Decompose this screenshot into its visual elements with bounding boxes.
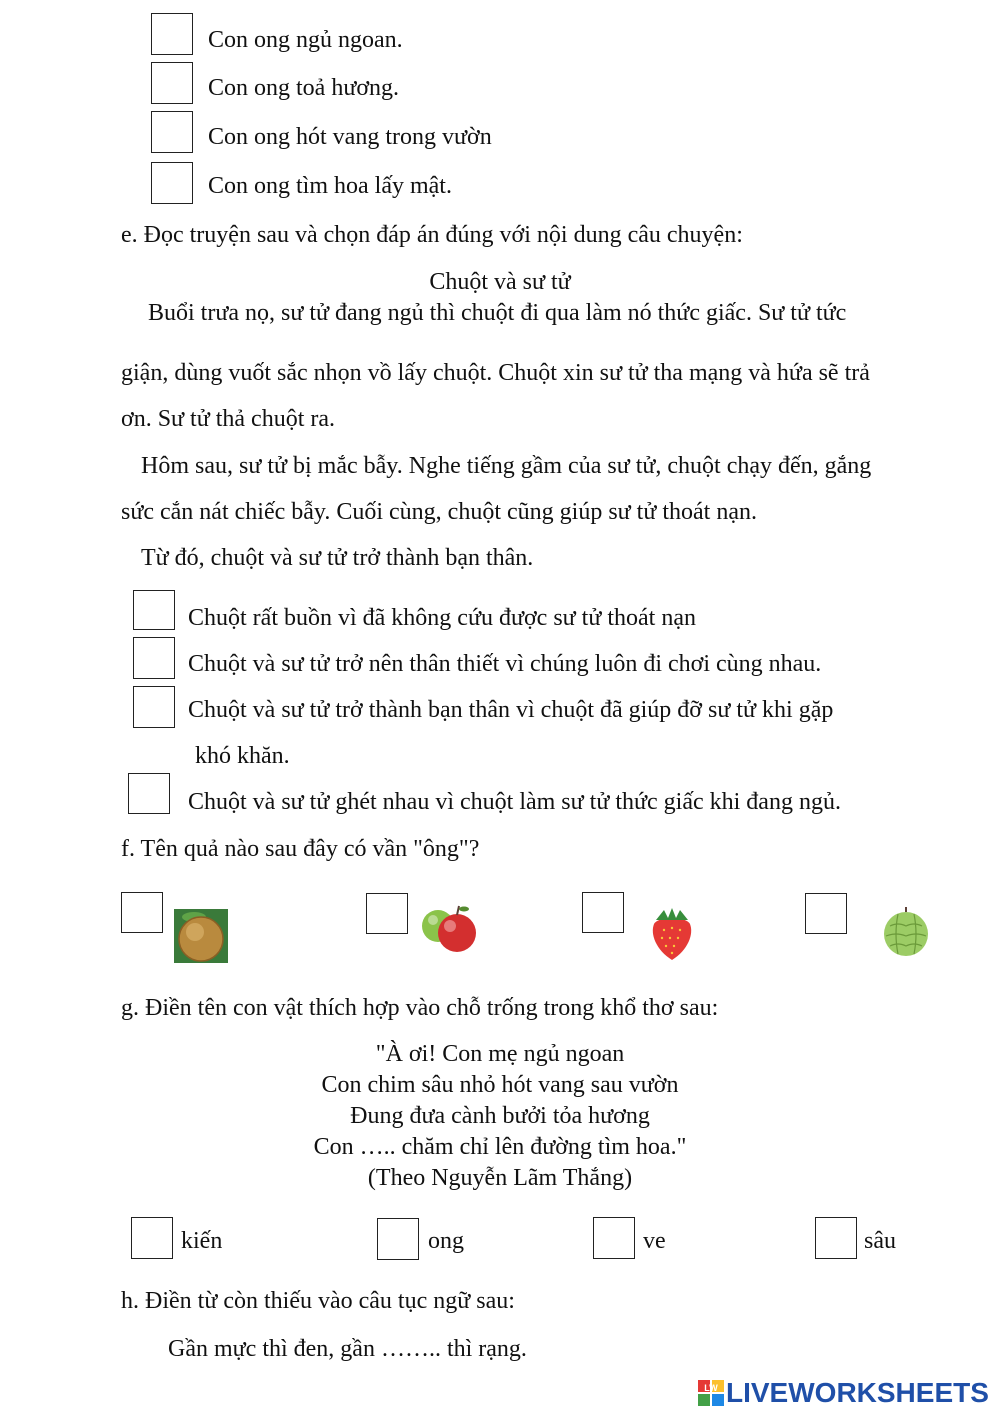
option-e3-label-cont: khó khăn. [195,743,290,769]
checkbox-d3[interactable] [151,111,193,153]
story-line: giận, dùng vuốt sắc nhọn vồ lấy chuột. Chuột xin sư tử tha mạng và hứa sẽ trả [121,360,870,386]
option-e1-label: Chuột rất buồn vì đã không cứu được sư tử thoát nạn [188,605,696,631]
svg-text:LW: LW [704,1383,718,1393]
story-line: ơn. Sư tử thả chuột ra. [121,406,336,432]
option-g3-label: ve [643,1228,666,1254]
checkbox-g4[interactable] [815,1217,857,1259]
custard-apple-icon [880,906,932,958]
option-e4-label: Chuột và sư tử ghét nhau vì chuột làm sư tử thức giấc khi đang ngủ. [188,789,841,815]
checkbox-f1[interactable] [121,892,163,933]
option-d2-label: Con ong toả hương. [208,75,400,101]
checkbox-g2[interactable] [377,1218,419,1260]
option-d4-label: Con ong tìm hoa lấy mật. [208,173,452,199]
question-g: g. Điền tên con vật thích hợp vào chỗ trống trong khổ thơ sau: [121,995,719,1021]
poem-line: Con ….. chăm chỉ lên đường tìm hoa." [313,1134,687,1160]
poem-line: "À ơi! Con mẹ ngủ ngoan [375,1041,625,1067]
option-e3-label: Chuột và sư tử trở thành bạn thân vì chuột đã giúp đỡ sư tử khi gặp [188,697,834,723]
question-f: f. Tên quả nào sau đây có vần "ông"? [121,836,480,862]
option-e2-label: Chuột và sư tử trở nên thân thiết vì chúng luôn đi chơi cùng nhau. [188,651,822,677]
poem-line: Con chim sâu nhỏ hót vang sau vườn [321,1072,679,1098]
apple-icon [418,902,480,954]
checkbox-g3[interactable] [593,1217,635,1259]
logo-badge-icon [698,1380,724,1406]
option-g2-label: ong [428,1228,464,1254]
option-d1-label: Con ong ngủ ngoan. [208,27,403,53]
longan-icon [174,909,228,963]
checkbox-e4[interactable] [128,773,170,814]
story-line: Buổi trưa nọ, sư tử đang ngủ thì chuột đi qua làm nó thức giấc. Sư tử tức [148,300,847,326]
checkbox-f4[interactable] [805,893,847,934]
checkbox-e3[interactable] [133,686,175,728]
strawberry-icon [648,906,696,962]
checkbox-e2[interactable] [133,637,175,679]
option-g4-label: sâu [864,1228,896,1254]
checkbox-g1[interactable] [131,1217,173,1259]
checkbox-e1[interactable] [133,590,175,630]
option-d3-label: Con ong hót vang trong vườn [208,124,492,150]
checkbox-d1[interactable] [151,13,193,55]
liveworksheets-logo [698,1378,989,1408]
poem-line: Đung đưa cành bưởi tỏa hương [350,1103,650,1129]
poem-attribution: (Theo Nguyễn Lãm Thắng) [367,1165,633,1191]
logo-text: LIVEWORKSHEETS [726,1377,989,1408]
checkbox-d2[interactable] [151,62,193,104]
story-line: Từ đó, chuột và sư tử trở thành bạn thân. [141,545,534,571]
question-e: e. Đọc truyện sau và chọn đáp án đúng với nội dung câu chuyện: [121,222,743,248]
checkbox-f3[interactable] [582,892,624,933]
question-h: h. Điền từ còn thiếu vào câu tục ngữ sau: [121,1288,515,1314]
checkbox-f2[interactable] [366,893,408,934]
story-line: Hôm sau, sư tử bị mắc bẫy. Nghe tiếng gầm của sư tử, chuột chạy đến, gắng [141,453,872,479]
option-g1-label: kiến [181,1228,223,1254]
proverb: Gần mực thì đen, gần …….. thì rạng. [168,1336,527,1362]
story-line: sức cắn nát chiếc bẫy. Cuối cùng, chuột cũng giúp sư tử thoát nạn. [121,499,757,525]
story-title: Chuột và sư tử [429,269,571,295]
checkbox-d4[interactable] [151,162,193,204]
